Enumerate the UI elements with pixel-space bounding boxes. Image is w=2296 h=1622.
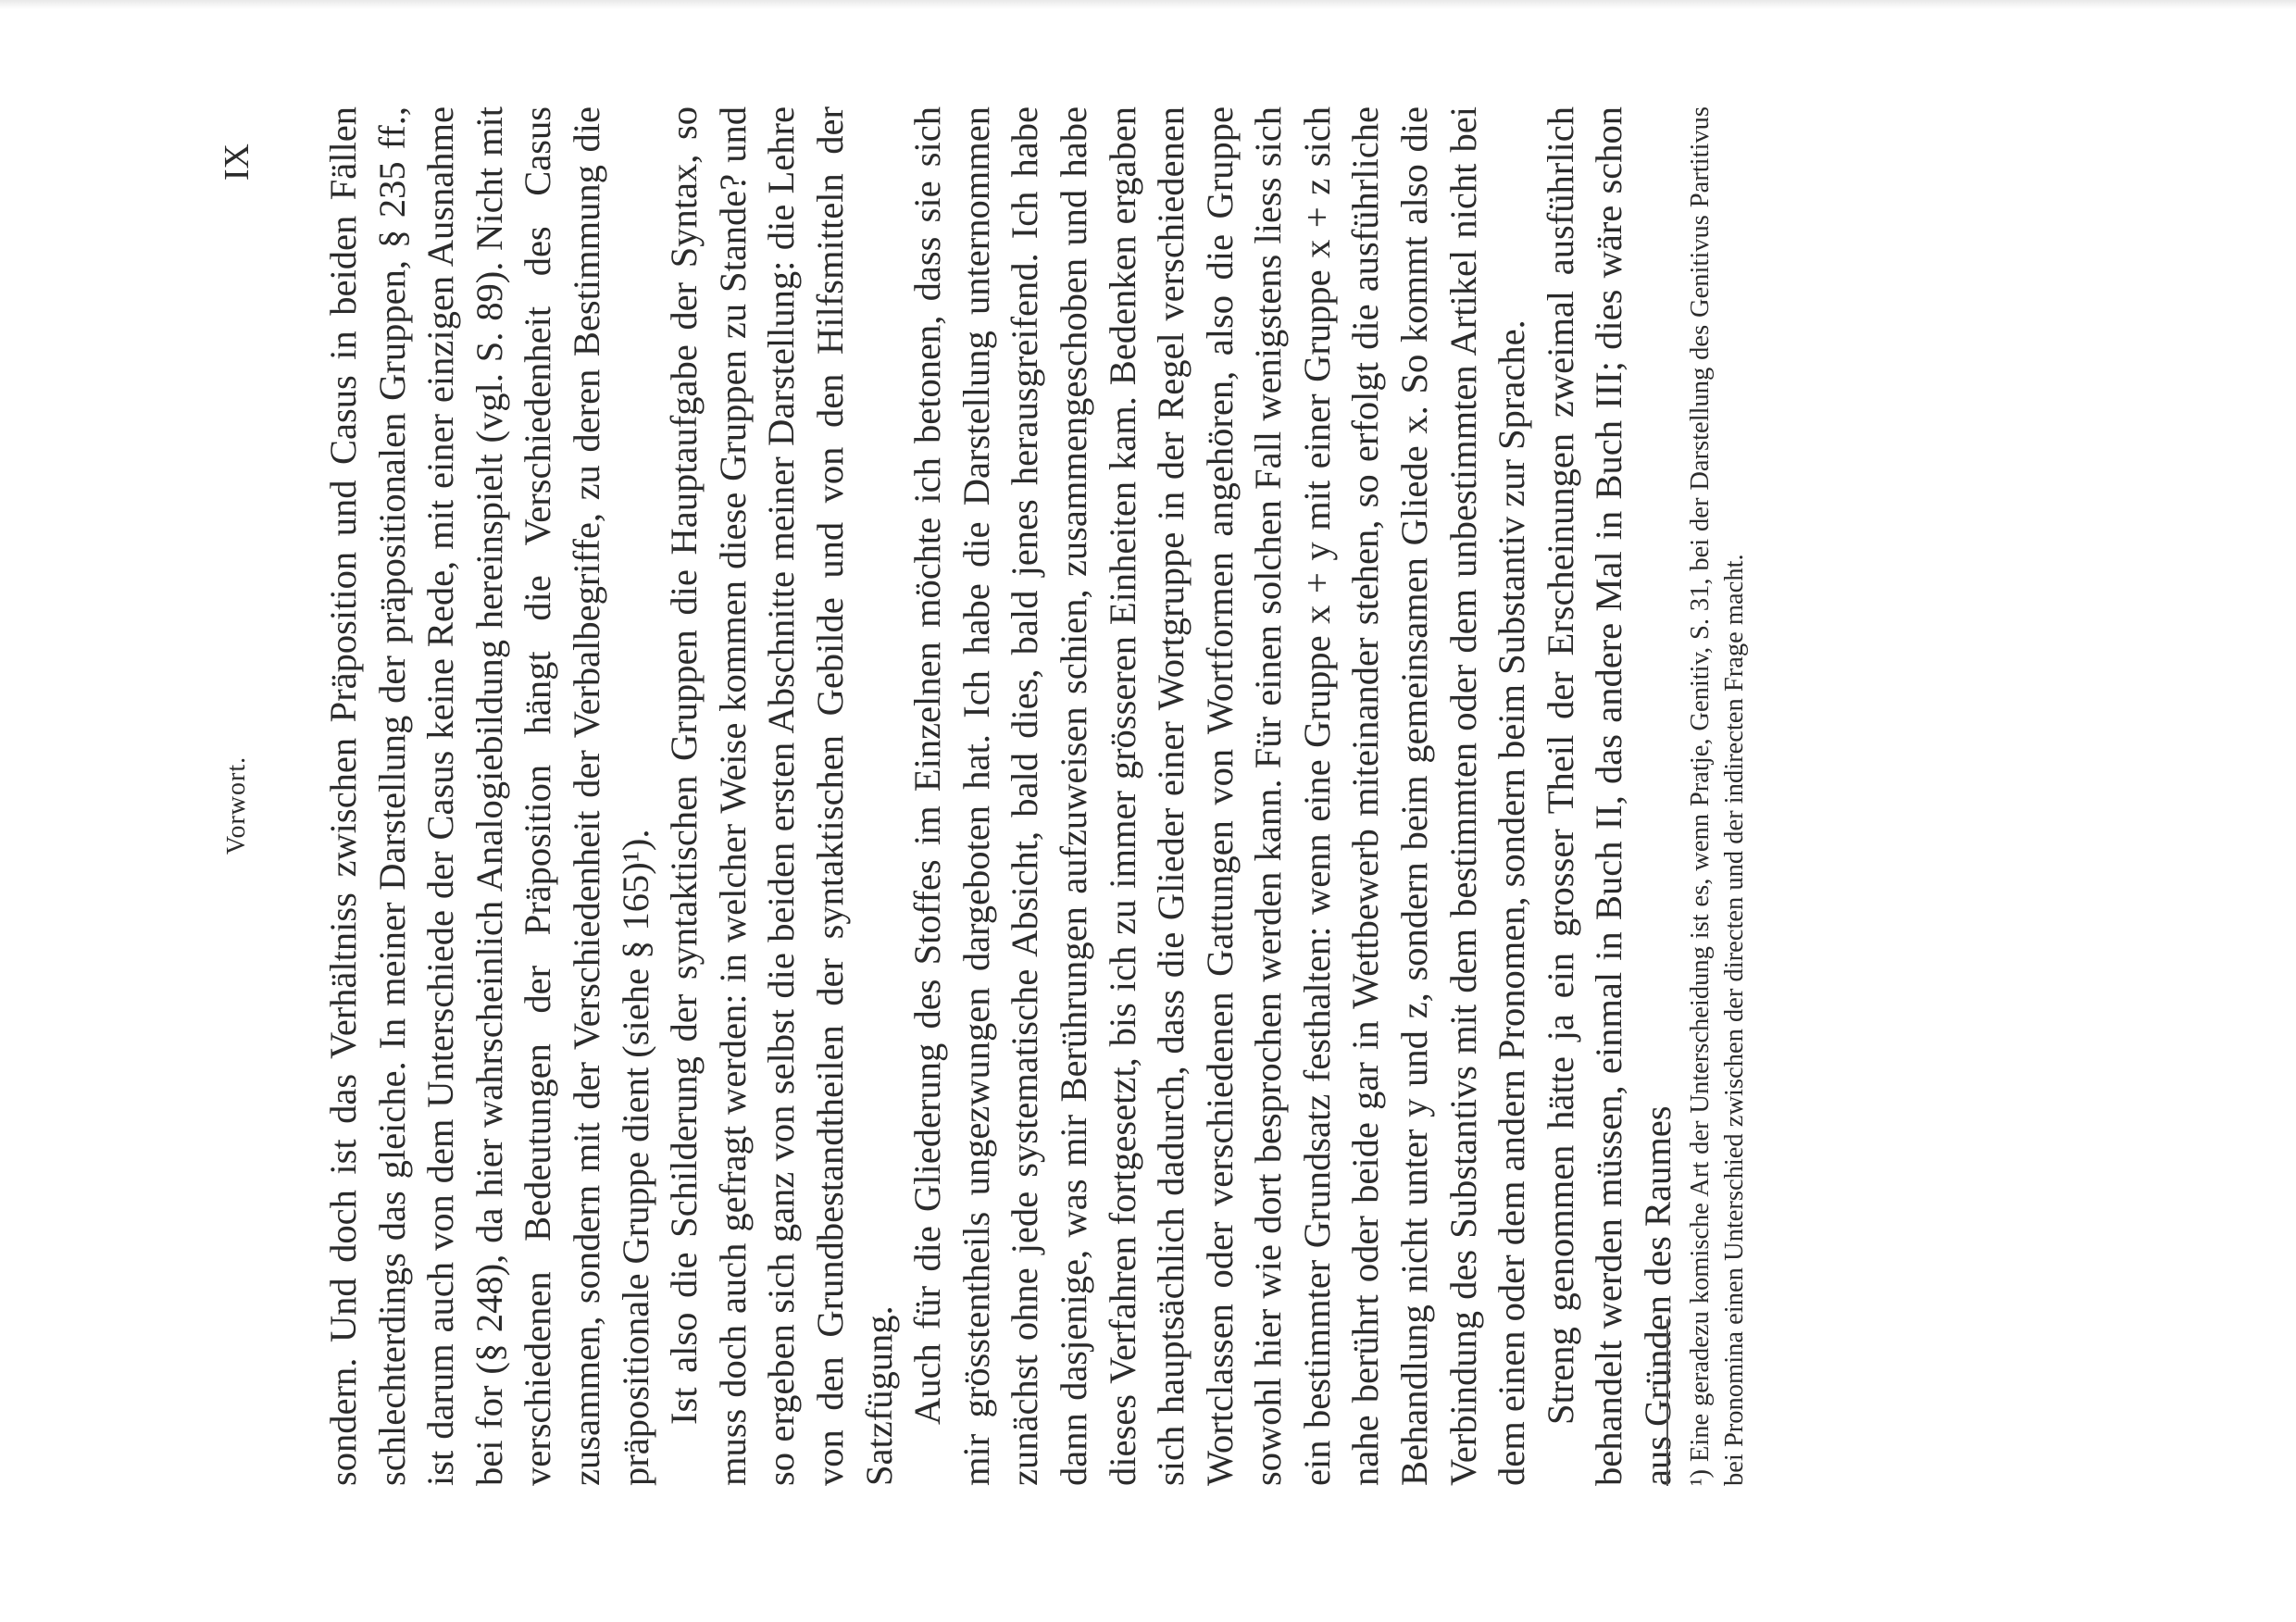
running-title: Vorwort. <box>222 755 251 855</box>
paragraph-2: Ist also die Schilderung der syntaktischen Gruppen die Hauptaufgabe der Syntax, so muss doch auch gefragt werden: in welcher Weise kommen diese Gruppen zu Stande? und so ergeben sich ganz von selbst die beiden ersten Abschnitte meiner Darstellung: die Lehre von den Grundbestandtheilen der syntaktischen Gebilde und von den Hilfsmitteln der Satzfügung. <box>663 106 900 1486</box>
running-header <box>218 120 278 1491</box>
book-page <box>65 65 2231 1555</box>
footnote-rule <box>1666 1319 1668 1486</box>
scan-edge <box>0 0 2296 9</box>
body-text <box>319 106 1683 1486</box>
paragraph-1: sondern. Und doch ist das Verhältniss zwischen Präposition und Casus in beiden Fällen schlechterdings das gleiche. In meiner Darstellung der präpositionalen Gruppen, § 235 ff., ist darum auch von dem Unterschiede der Casus keine Rede, mit einer einzigen Ausnahme bei for (§ 248), da hier wahrscheinlich Analogiebildung hereinspielt (vgl. S. 89). Nicht mit verschiedenen Bedeutungen der Präposition hängt die Verschiedenheit des Casus zusammen, sondern mit der Verschiedenheit der Verbalbegriffe, zu deren Bestimmung die präpositionale Gruppe dient (siehe § 165)¹). <box>322 106 656 1486</box>
paragraph-3: Auch für die Gliederung des Stoffes im Einzelnen möchte ich betonen, dass sie sich mir grösstentheils ungezwungen dargeboten hat. Ich habe die Darstellung unternommen zunächst ohne jede systematische Absicht, bald dies, bald jenes herausgreifend. Ich habe dann dasjenige, was mir Berührungen aufzuweisen schien, zusammengeschoben und habe dieses Verfahren fortgesetzt, bis ich zu immer grösseren Einheiten kam. Bedenken ergaben sich hauptsächlich dadurch, dass die Glieder einer Wortgruppe in der Regel verschiedenen Wortclassen oder verschiedenen Gattungen von Wortformen angehören, also die Gruppe sowohl hier wie dort besprochen werden kann. Für einen solchen Fall wenigstens liess sich ein bestimmter Grundsatz festhalten: wenn eine Gruppe x + y mit einer Gruppe x + z sich nahe berührt oder beide gar in Wettbewerb miteinander stehen, so erfolgt die ausführliche Behandlung nicht unter y und z, sondern beim gemeinsamen Gliede x. So kommt also die Verbindung des Substantivs mit dem bestimmten oder dem unbestimmten Artikel nicht bei dem einen oder dem andern Pronomen, sondern beim Substantiv zur Sprache. <box>906 106 1533 1486</box>
paragraph-4: Streng genommen hätte ja ein grosser Theil der Erscheinungen zweimal ausführlich behandelt werden müssen, einmal in Buch II, das andere Mal in Buch III; dies wäre schon aus Gründen des Raumes <box>1539 106 1679 1486</box>
page-wrapper <box>65 65 2231 1555</box>
footnote: ¹) Eine geradezu komische Art der Unterscheidung ist es, wenn Pratje, Genitiv, S. 31, bei der Darstellung des Genitivus Partitivus bei Pronomina einen Unterschied zwischen der directen und der indirecten Frage macht. <box>1686 106 1749 1486</box>
page-number: IX <box>218 143 256 181</box>
